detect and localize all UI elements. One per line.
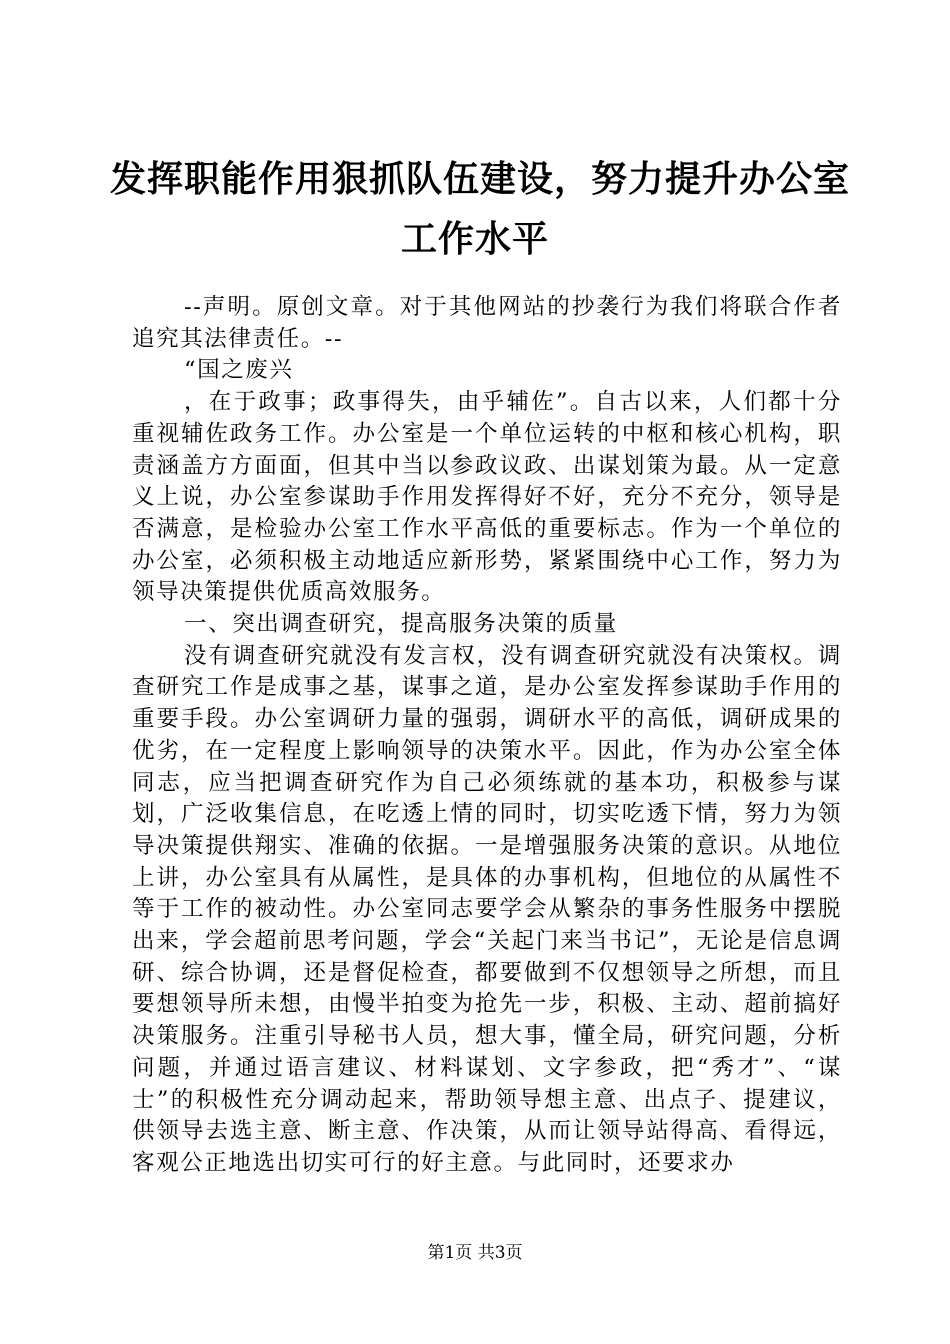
paragraph-section-1: 没有调查研究就没有发言权，没有调查研究就没有决策权。调查研究工作是成事之基，谋事之道，是办公室发挥参谋助手作用的重要手段。办公室调研力量的强弱，调研水平的高低，调研成果的优劣，在一定程度上影响领导的决策水平。因此，作为办公室全体同志，应当把调查研究作为自己必须练就的基本功，积极参与谋划，广泛收集信息，在吃透上情的同时，切实吃透下情，努力为领导决策提供翔实、准确的依据。一是增强服务决策的意识。从地位上讲，办公室具有从属性，是具体的办事机构，但地位的从属性不等于工作的被动性。办公室同志要学会从繁杂的事务性服务中摆脱出来，学会超前思考问题，学会“关起门来当书记”，无论是信息调研、综合协调，还是督促检查，都要做到不仅想领导之所想，而且要想领导所未想，由慢半拍变为抢先一步，积极、主动、超前搞好决策服务。注重引导秘书人员，想大事，懂全局，研究问题，分析问题，并通过语言建议、材料谋划、文字参政，把“秀才”、“谋士”的积极性充分调动起来，帮助领导想主意、出点子、提建议，供领导去选主意、断主意、作决策，从而让领导站得高、看得远，客观公正地选出切实可行的好主意。与此同时，还要求办 <box>132 642 842 1176</box>
paragraph-intro: ，在于政事；政事得失，由乎辅佐”。自古以来，人们都十分重视辅佐政务工作。办公室是一个单位运转的中枢和核心机构，职责涵盖方方面面，但其中当以参政议政、出谋划策为最。从一定意义上说，办公室参谋助手作用发挥得好不好，充分不充分，领导是否满意，是检验办公室工作水平高低的重要标志。作为一个单位的办公室，必须积极主动地适应新形势，紧紧围绕中心工作，努力为领导决策提供优质高效服务。 <box>132 389 842 606</box>
page-footer: 第1页 共3页 <box>427 1243 523 1263</box>
paragraph-statement: --声明。原创文章。对于其他网站的抄袭行为我们将联合作者追究其法律责任。-- <box>132 294 842 352</box>
paragraph-quote-start: “国之废兴 <box>184 357 294 384</box>
document-title-line-2: 工作水平 <box>400 219 549 260</box>
document-body <box>132 292 842 1180</box>
document-title-line-1: 发挥职能作用狠抓队伍建设，努力提升办公室 <box>110 159 851 200</box>
section-heading-1: 一、突出调查研究，提高服务决策的质量 <box>184 611 618 638</box>
